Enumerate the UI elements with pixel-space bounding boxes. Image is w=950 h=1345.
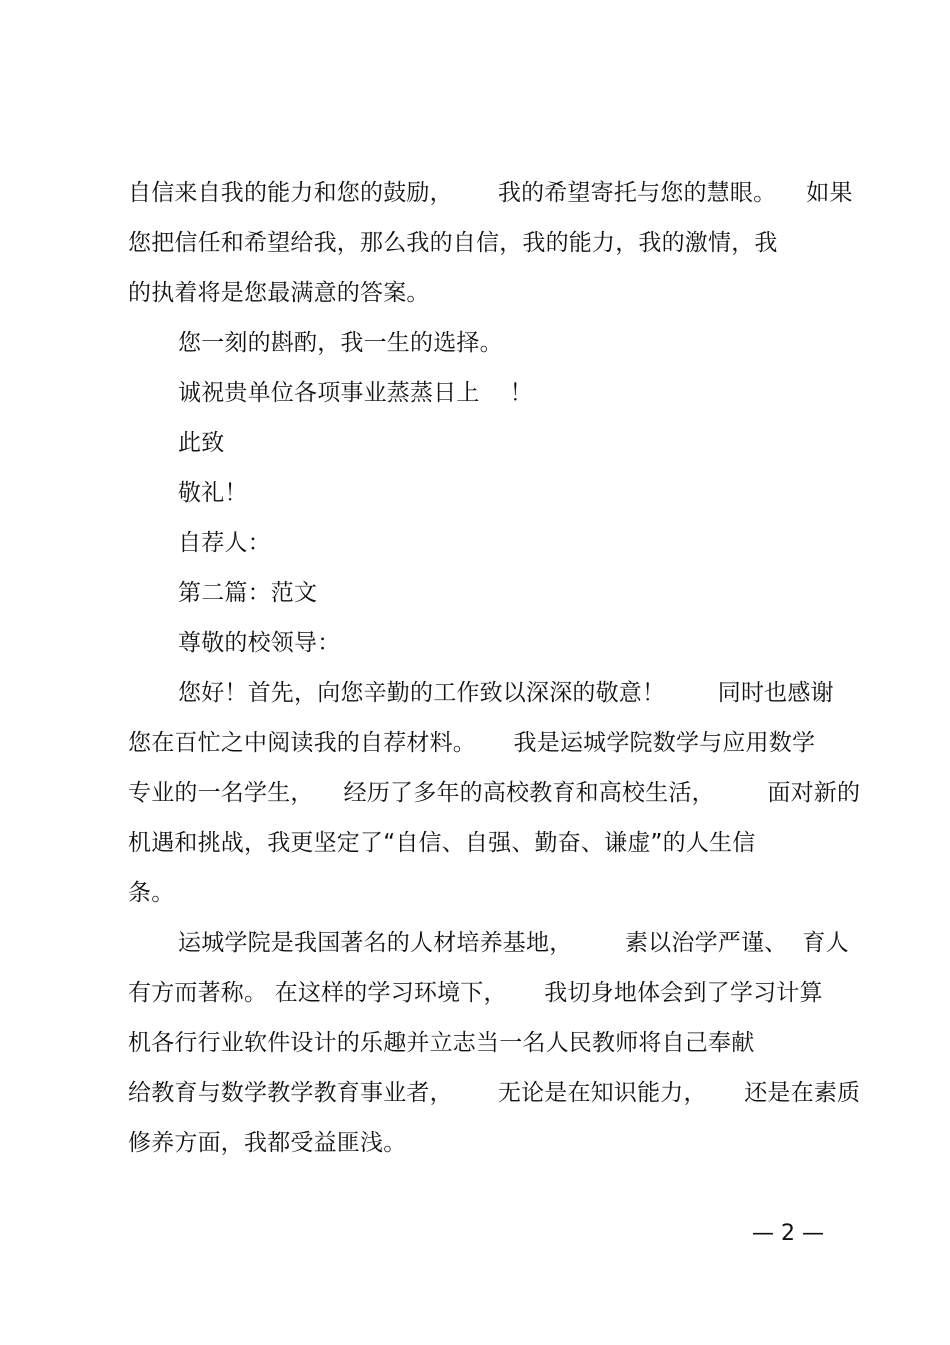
- text-line-5: 诚祝贵单位各项事业蒸蒸日上 ！: [178, 380, 533, 406]
- text-line-11: 您好！首先，向您辛勤的工作致以深深的敬意！ 同时也感谢: [178, 680, 834, 706]
- text-line-17: 有方而著称。 在这样的学习环境下， 我切身地体会到了学习计算: [128, 980, 823, 1006]
- text-line-2: 您把信任和希望给我，那么我的自信，我的能力，我的激情，我: [128, 230, 778, 256]
- text-line-15: 条。: [128, 880, 175, 906]
- text-line-16: 运城学院是我国著名的人材培养基地， 素以治学严谨、 育人: [178, 930, 849, 956]
- text-line-19: 给教育与数学教学教育事业者， 无论是在知识能力， 还是在素质: [128, 1080, 861, 1106]
- text-line-13: 专业的一名学生， 经历了多年的高校教育和高校生活， 面对新的: [128, 780, 861, 806]
- text-line-10: 尊敬的校领导：: [178, 630, 341, 656]
- text-line-7: 敬礼！: [178, 480, 248, 506]
- text-line-14: 机遇和挑战，我更坚定了“自信、自强、勤奋、谦虚”的人生信: [128, 830, 756, 856]
- text-line-1: 自信来自我的能力和您的鼓励， 我的希望寄托与您的慧眼。 如果: [128, 180, 853, 206]
- text-line-20: 修养方面，我都受益匪浅。: [128, 1130, 407, 1156]
- text-line-12: 您在百忙之中阅读我的自荐材料。 我是运城学院数学与应用数学: [128, 730, 816, 756]
- text-line-8: 自荐人：: [178, 530, 271, 556]
- text-line-4: 您一刻的斟酌，我一生的选择。: [178, 330, 503, 356]
- text-line-9: 第二篇：范文: [178, 580, 318, 606]
- text-line-18: 机各行行业软件设计的乐趣并立志当一名人民教师将自己奉献: [128, 1030, 755, 1056]
- text-line-3: 的执着将是您最满意的答案。: [128, 280, 430, 306]
- text-line-6: 此致: [178, 430, 225, 456]
- page-number: — 2 —: [752, 1221, 824, 1246]
